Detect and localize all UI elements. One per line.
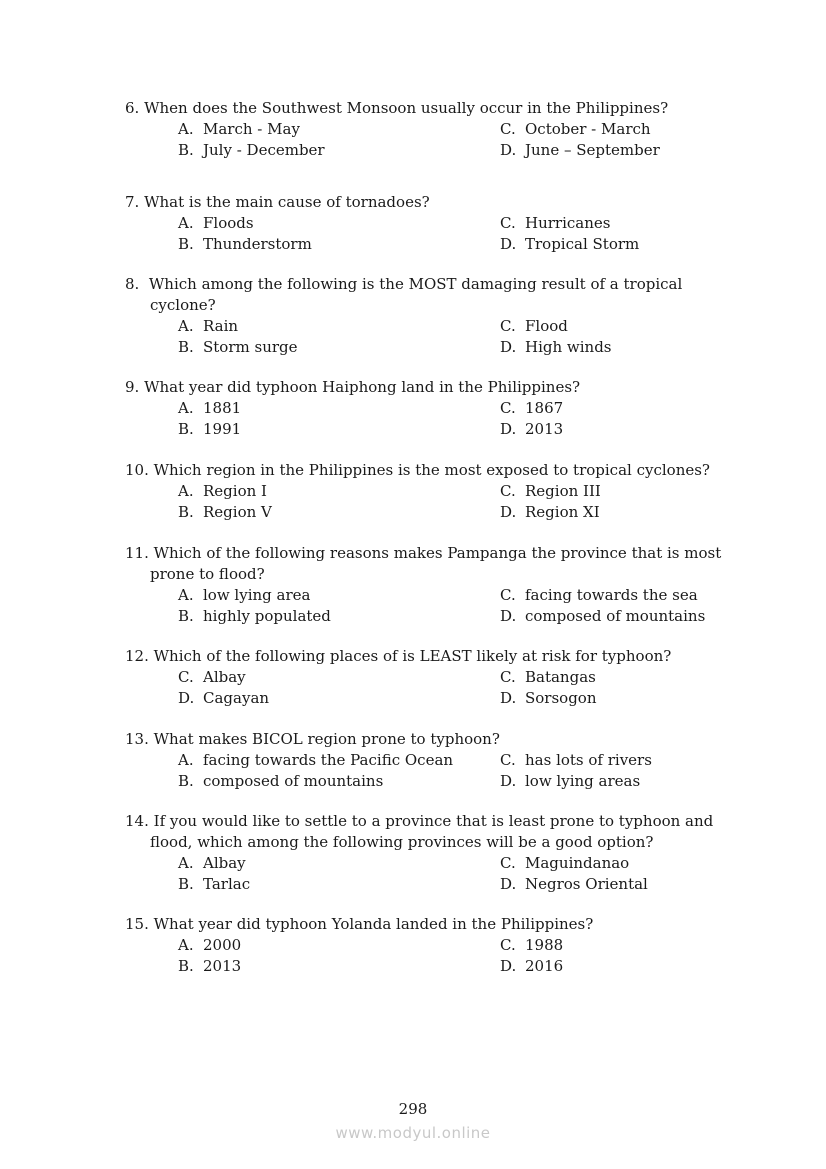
question-stem: What is the main cause of tornadoes? — [144, 193, 430, 211]
question-stem: Which of the following places of is LEAST likely at risk for typhoon? — [153, 647, 672, 665]
option: C. has lots of rivers — [500, 751, 652, 769]
question-stem: If you would like to settle to a province that is least prone to typhoon and — [153, 812, 714, 830]
option: D. Tropical Storm — [500, 235, 640, 253]
option: C. facing towards the sea — [500, 586, 698, 604]
option: D. High winds — [500, 338, 612, 356]
question-12 — [125, 646, 735, 709]
option: D. Negros Oriental — [500, 875, 648, 893]
question-8 — [125, 274, 735, 358]
question-number: 10. — [125, 461, 149, 479]
question-stem: What makes BICOL region prone to typhoon? — [153, 730, 500, 748]
option: A. low lying area — [178, 586, 311, 604]
question-stem: Which region in the Philippines is the most exposed to tropical cyclones? — [153, 461, 710, 479]
option: B. July - December — [178, 141, 325, 159]
question-7 — [125, 192, 735, 255]
question-number: 12. — [125, 647, 149, 665]
page-number: 298 — [398, 1100, 428, 1118]
option: C. Batangas — [500, 668, 596, 686]
option: C. Flood — [500, 317, 568, 335]
option: C. October - March — [500, 120, 651, 138]
option: B. Thunderstorm — [178, 235, 312, 253]
question-number: 15. — [125, 915, 149, 933]
option: A. Floods — [178, 214, 254, 232]
question-9 — [125, 377, 735, 440]
option: B. Region V — [178, 503, 272, 521]
option: D. Cagayan — [178, 689, 270, 707]
option: A. Albay — [178, 854, 246, 872]
question-13 — [125, 729, 735, 792]
question-stem: Which among the following is the MOST damaging result of a tropical — [148, 275, 683, 293]
option: C. Region III — [500, 482, 601, 500]
question-stem-continuation: flood, which among the following provinces will be a good option? — [150, 833, 654, 851]
question-number: 6. — [125, 99, 140, 117]
option: A. March - May — [178, 120, 300, 138]
option: A. 1881 — [178, 399, 242, 417]
option: A. Region I — [178, 482, 267, 500]
option: B. Tarlac — [178, 875, 251, 893]
option: D. 2013 — [500, 420, 564, 438]
question-stem: What year did typhoon Haiphong land in the Philippines? — [144, 378, 581, 396]
question-11 — [125, 543, 735, 627]
question-stem-continuation: cyclone? — [150, 296, 216, 314]
question-stem-continuation: prone to flood? — [150, 565, 265, 583]
question-number: 11. — [125, 544, 149, 562]
option: B. highly populated — [178, 607, 331, 625]
option: A. facing towards the Pacific Ocean — [178, 751, 454, 769]
option: B. 1991 — [178, 420, 242, 438]
question-number: 8. — [125, 275, 140, 293]
option: A. Rain — [178, 317, 239, 335]
question-14 — [125, 811, 735, 895]
option: C. 1867 — [500, 399, 564, 417]
option: A. 2000 — [178, 936, 242, 954]
option: D. 2016 — [500, 957, 564, 975]
question-6 — [125, 98, 735, 161]
question-15 — [125, 914, 735, 977]
option: C. Hurricanes — [500, 214, 611, 232]
watermark-url: www.modyul.online — [335, 1124, 491, 1142]
option: C. Maguindanao — [500, 854, 630, 872]
question-10 — [125, 460, 735, 523]
option: D. composed of mountains — [500, 607, 706, 625]
question-stem: When does the Southwest Monsoon usually occur in the Philippines? — [144, 99, 669, 117]
question-number: 7. — [125, 193, 140, 211]
option: D. low lying areas — [500, 772, 641, 790]
option: B. 2013 — [178, 957, 242, 975]
option: B. composed of mountains — [178, 772, 384, 790]
option: D. June – September — [500, 141, 660, 159]
option: C. 1988 — [500, 936, 564, 954]
option: C. Albay — [178, 668, 246, 686]
question-number: 14. — [125, 812, 149, 830]
option: B. Storm surge — [178, 338, 298, 356]
question-stem: What year did typhoon Yolanda landed in the Philippines? — [153, 915, 594, 933]
option: D. Region XI — [500, 503, 600, 521]
question-number: 13. — [125, 730, 149, 748]
option: D. Sorsogon — [500, 689, 597, 707]
question-stem: Which of the following reasons makes Pampanga the province that is most — [153, 544, 722, 562]
question-number: 9. — [125, 378, 140, 396]
